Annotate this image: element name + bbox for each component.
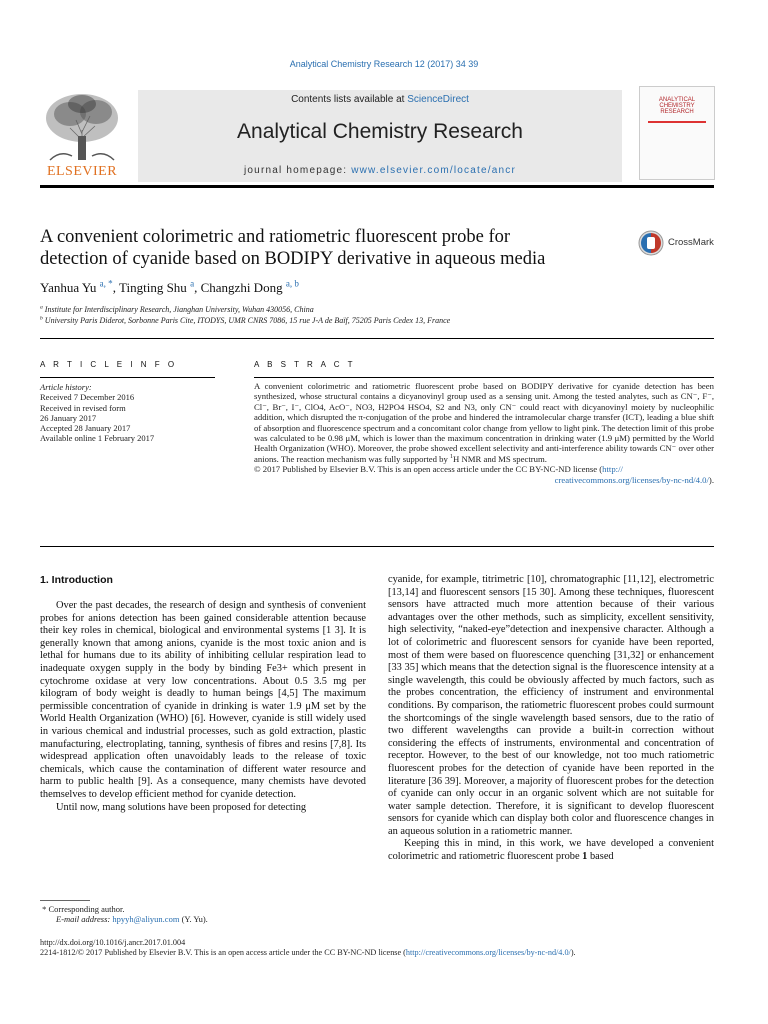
affiliation-a xyxy=(40,305,314,314)
footnote-rule xyxy=(40,900,90,901)
crossmark-label: CrossMark xyxy=(668,237,714,248)
email-label: E-mail address: xyxy=(56,914,113,925)
article-title-line: A convenient colorimetric and ratiometric fluorescent probe for xyxy=(40,227,511,247)
affiliation-text: University Paris Diderot, Sorbonne Paris Cite, ITODYS, UMR CNRS 7086, 15 rue J-A de Baïf, 75205 Paris Cedex 13, France xyxy=(44,316,451,325)
footnote-mark: * xyxy=(42,904,47,914)
abstract-heading: A B S T R A C T xyxy=(254,360,356,369)
corresponding-author-line xyxy=(40,904,208,914)
article-history xyxy=(40,382,220,444)
elsevier-logo[interactable] xyxy=(40,90,124,180)
article-title xyxy=(40,226,610,270)
section-heading-introduction: 1. Introduction xyxy=(40,574,113,586)
crossmark-badge[interactable] xyxy=(638,229,714,257)
license-link[interactable]: http:// xyxy=(602,464,623,475)
license-end: ). xyxy=(708,474,714,485)
abstract-text-end: H NMR and MS spectrum. xyxy=(453,453,547,464)
history-entry: Received 7 December 2016 xyxy=(40,392,135,403)
author-name[interactable]: Yanhua Yu xyxy=(40,280,97,295)
homepage-prefix: journal homepage: xyxy=(244,165,352,176)
issn-end: ). xyxy=(570,948,576,957)
history-entry: 26 January 2017 xyxy=(40,412,97,423)
corresponding-footnote xyxy=(40,904,208,925)
intro-text-end: based xyxy=(587,851,614,863)
homepage-link[interactable]: www.elsevier.com/locate/ancr xyxy=(351,165,516,176)
abstract-rule xyxy=(254,377,714,378)
probe-number: 1 xyxy=(582,851,588,863)
author-affiliation-mark[interactable]: a, b xyxy=(285,278,299,289)
issn-text: 2214-1812/© 2017 Published by Elsevier B.V. This is an open access article under the CC BY-NC-ND license ( xyxy=(40,948,406,957)
article-title-line: detection of cyanide based on BODIPY derivative in aqueous media xyxy=(40,249,546,269)
affiliation-mark: a xyxy=(40,304,43,311)
email-suffix: (Y. Yu). xyxy=(179,914,208,925)
author-name[interactable]: Tingting Shu xyxy=(119,280,187,295)
history-label: Article history: xyxy=(40,382,92,392)
journal-cover-thumbnail[interactable] xyxy=(639,86,715,180)
email-line xyxy=(40,914,208,924)
affiliation-mark: b xyxy=(40,315,43,322)
abstract-license-line xyxy=(254,475,714,485)
cover-title-line: CHEMISTRY xyxy=(659,103,695,109)
intro-text: Keeping this in mind, in this work, we have developed a convenient colorimetric and ratiometric fluorescent probe xyxy=(388,838,714,863)
abstract-bottom-rule xyxy=(40,546,714,547)
info-top-rule xyxy=(40,338,714,339)
email-link[interactable]: hpyyh@aliyun.com xyxy=(112,914,180,925)
intro-right-column xyxy=(388,574,714,864)
sciencedirect-link[interactable]: ScienceDirect xyxy=(407,94,469,105)
journal-citation[interactable]: Analytical Chemistry Research 12 (2017) 34 39 xyxy=(289,59,479,69)
article-info-heading: A R T I C L E I N F O xyxy=(40,360,178,369)
author-list: Yanhua Yu $^{a, *}$, Tingting Shu $^a$, Changzhi Dong $^{a, b}$ xyxy=(40,278,299,295)
contents-availability xyxy=(138,94,622,105)
copyright-text: © 2017 Published by Elsevier B.V. This is an open access article under the CC BY-NC-ND license ( xyxy=(254,464,603,475)
history-entry: Received in revised form xyxy=(40,402,126,413)
corresponding-label: Corresponding author. xyxy=(48,904,125,914)
history-entry: Available online 1 February 2017 xyxy=(40,433,155,444)
intro-paragraph: Over the past decades, the research of design and synthesis of convenient probes for anions detection has been gained considerable attention because their key roles in chemical, biological and environmental systems [1 3]. It is generally known that among anions, cyanide is the most toxic anion and is lethal for humans due to its ability of inhibiting cellular respiration lead to inadequate oxygen supply in the body by binding Fe3+ which present in cytochrome oxidase at very low concentrations. About 0.5 3.5 mg per kilogram of body weight is deadly to human beings [4,5] The maximum permissible concentration of cyanide in drinking is water 1.9 μM set by the World Health Organization (WHO) [6]. However, cyanide is still widely used in various chemical and industrial processes, such as gold extraction, plastic manufacturing, electroplating, tanning, synthesis of fibres and resins [7,8]. Its widespread application often unavoidably leads to the release of toxic chemicals, which cause the contamination of different water resource and harm to public health [9]. As a consequence, many chemists have devoted themselves to develop efficient method for cyanide detection. xyxy=(40,600,366,800)
journal-homepage xyxy=(138,165,622,176)
abstract-body xyxy=(254,381,714,485)
header-rule xyxy=(40,185,714,188)
author-name[interactable]: Changzhi Dong xyxy=(200,280,283,295)
intro-paragraph xyxy=(388,838,714,863)
cover-title-line: ANALYTICAL xyxy=(658,97,696,103)
elsevier-wordmark: ELSEVIER xyxy=(46,164,118,179)
contents-prefix: Contents lists available at xyxy=(291,94,408,105)
cover-stripe xyxy=(648,121,706,123)
issn-line xyxy=(40,948,576,958)
author-affiliation-mark[interactable]: a, * xyxy=(99,278,113,289)
affiliation-text: Institute for Interdisciplinary Research, Jianghan University, Wuhan 430056, China xyxy=(44,305,314,314)
elsevier-tree-icon xyxy=(40,90,124,164)
abstract-text xyxy=(254,381,714,464)
journal-title[interactable]: Analytical Chemistry Research xyxy=(237,120,523,143)
author-affiliation-mark[interactable]: a xyxy=(190,278,195,289)
abstract-text-main: A convenient colorimetric and ratiometric fluorescent probe based on BODIPY derivative for cyanide detection has been synthesized, whose structural contains a dicyanovinyl group used as a sensing unit. Among the tested analytes, such as CN⁻, F⁻, Cl⁻, Br⁻, I⁻, ClO4, AcO⁻, NO3, H2PO4 HSO4, S2 and N3, only CN⁻ could react with dicyanovinyl moiety by nucleophilic addition, which disrupted the π-conjugation of the probe and hindered the intramolecular charge transfer (ICT), leading a blue shift of absorption and fluorescence spectrum and a concomitant color change from yellow to light pink. The detection limit of this probe was calculated to be 0.98 μM, which is lower than the maximum concentration in drinking water (1.9 μM) permitted by the World Health Organization (WHO). Moreover, the probe showed excellent selectivity and anti-interference ability towards CN⁻ over other anions. The reaction mechanism was fully supported by xyxy=(254,381,714,464)
intro-left-column xyxy=(40,600,366,814)
affiliation-b xyxy=(40,316,450,325)
history-entry: Accepted 28 January 2017 xyxy=(40,423,131,434)
nmr-superscript: 1 xyxy=(450,453,454,460)
article-info-rule xyxy=(40,377,215,378)
cover-title-line: RESEARCH xyxy=(660,109,694,115)
crossmark-icon xyxy=(638,230,664,256)
doi-link[interactable]: http://dx.doi.org/10.1016/j.ancr.2017.01.004 xyxy=(40,938,186,947)
intro-paragraph: Until now, mang solutions have been proposed for detecting xyxy=(56,801,307,813)
cover-title xyxy=(640,97,714,115)
issn-license-link[interactable]: http://creativecommons.org/licenses/by-nc-nd/4.0/ xyxy=(405,948,571,957)
abstract-copyright xyxy=(254,464,714,474)
intro-paragraph: cyanide, for example, titrimetric [10], chromatographic [11,12], electrometric [13,14] and fluorescent sensors [15 30]. Among these techniques, fluorescent sensors have attracted much more attention because of their various advantages over the other methods, such as simplicity, excellent sensitivity, high selectivity, “naked-eye”detection and inexpensive character. Although a lot of colorimetric and fluorescent sensors for cyanide have been reported, most of them were based on fluorescence quenching [31,32] or enhancement [33 35] which means that the detection signal is the fluorescence intensity at a single wavelength, this could be obviously affected by much factors, such as the probes concentration, the efficiency of instrument and environmental conditions. By comparison, the ratiometric fluorescent probes could surmount the shortcomings of the single wavelength based sensors, due to the ratio of two different wavelengths can provide a built-in correction without considering the effects of instruments, environmental and concentration of receptor. However, to the best of our knowledge, not too much ratiometric fluorescent probes for the detection of cyanide have been reported in the literature [36 39]. Moreover, a majority of fluorescent probes for the detection of cyanide can only occur in an organic solvent which are not suitable for water sample detection. Therefore, it is significant to develop fluorescent sensors for cyanide which can display both color and fluorescence changes in an aqueous solution in a ratiometric manner. xyxy=(388,574,714,837)
journal-banner xyxy=(138,90,622,182)
license-link-cont[interactable]: creativecommons.org/licenses/by-nc-nd/4.0/ xyxy=(554,474,709,485)
